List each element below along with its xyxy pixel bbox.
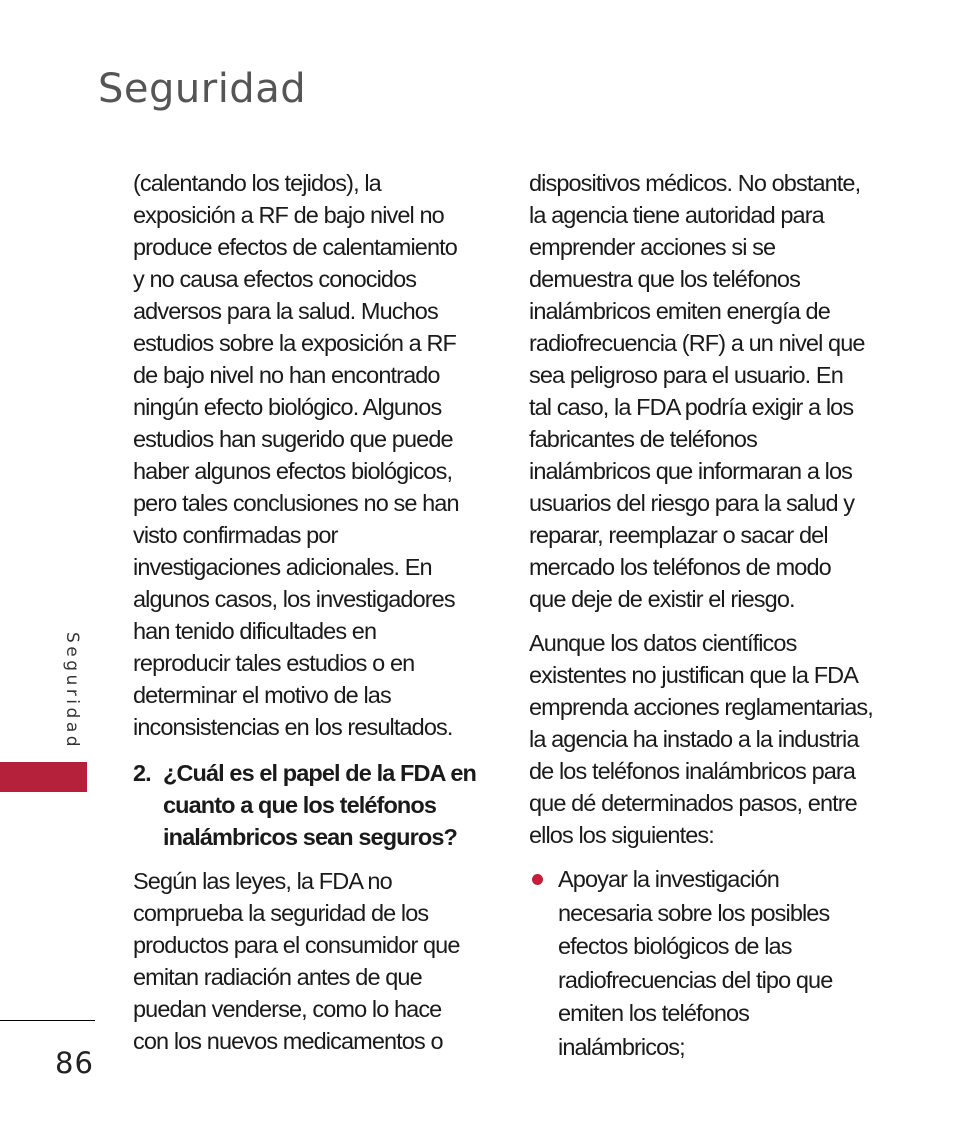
text-line: demuestra que los teléfonos [529,266,800,292]
text-line: la agencia ha instado a la industria [529,726,859,752]
bullet-dot-icon [529,863,558,1064]
question-number: 2. [133,760,151,786]
text-line: sea peligroso para el usuario. En [529,362,843,388]
text-line: tal caso, la FDA podría exigir a los [529,394,854,420]
text-line: dispositivos médicos. No obstante, [529,170,861,196]
text-line: estudios han sugerido que puede [133,426,453,452]
text-line: mercado los teléfonos de modo [529,554,831,580]
text-line: y no causa efectos conocidos [133,266,417,292]
text-line: inalámbricos emiten energía de [529,298,830,324]
text-line: investigaciones adicionales. En [133,554,432,580]
right-column [529,167,884,1064]
list-item-text [558,863,832,1064]
text-line: emitan radiación antes de que [133,964,422,990]
text-line: puedan venderse, como lo hace [133,996,442,1022]
text-line: efectos biológicos de las [558,933,792,959]
paragraph-fda-laws [133,865,483,1057]
text-line: haber algunos efectos biológicos, [133,458,453,484]
text-line: visto confirmadas por [133,522,338,548]
text-line: con los nuevos medicamentos o [133,1028,443,1054]
text-line: (calentando los tejidos), la [133,170,381,196]
question-heading [133,757,483,853]
text-line: reproducir tales estudios o en [133,650,415,676]
list-item [529,863,884,1064]
text-line: la agencia tiene autoridad para [529,202,824,228]
section-tab-marker [0,762,87,792]
text-line: Según las leyes, la FDA no [133,868,392,894]
text-line: estudios sobre la exposición a RF [133,330,456,356]
text-line: de los teléfonos inalámbricos para [529,758,856,784]
text-line: exposición a RF de bajo nivel no [133,202,444,228]
text-line: inalámbricos; [558,1033,685,1060]
text-line: han tenido dificultades en [133,618,377,644]
text-line: existentes no justifican que la FDA [529,662,859,688]
text-line: radiofrecuencia (RF) a un nivel que [529,330,865,356]
text-line: emprender acciones si se [529,234,776,260]
paragraph-fda-authority [529,167,884,615]
text-line: Apoyar la investigación [558,866,779,892]
text-line: de bajo nivel no han encontrado [133,362,440,388]
text-line: radiofrecuencias del tipo que [558,966,833,993]
page-title: Seguridad [98,66,307,112]
text-line: ellos los siguientes: [529,822,714,848]
section-side-label: Seguridad [62,632,82,751]
text-line: fabricantes de teléfonos [529,426,757,452]
text-line: emiten los teléfonos [558,1000,750,1026]
text-line: pero tales conclusiones no se han [133,490,459,516]
text-line: determinar el motivo de las [133,682,391,708]
text-line: cuanto a que los teléfonos [163,792,437,818]
text-line: inalámbricos que informaran a los [529,458,852,484]
question-text [163,757,476,853]
text-line: inconsistencias en los resultados. [133,714,453,740]
text-line: ¿Cuál es el papel de la FDA en [163,760,476,786]
left-column [133,167,483,1057]
text-line: ningún efecto biológico. Algunos [133,394,442,420]
text-line: que dé determinados pasos, entre [529,790,857,816]
bullet-list [529,863,884,1064]
text-line: necesaria sobre los posibles [558,899,830,926]
text-line: productos para el consumidor que [133,932,460,958]
text-line: que deje de existir el riesgo. [529,586,795,612]
text-line: comprueba la seguridad de los [133,900,429,926]
paragraph-rf-exposure [133,167,483,743]
text-line: adversos para la salud. Muchos [133,298,438,324]
text-line: produce efectos de calentamiento [133,234,457,260]
text-line: reparar, reemplazar o sacar del [529,522,828,548]
footer-divider [0,1020,95,1021]
text-line: inalámbricos sean seguros? [163,824,457,850]
page-number: 86 [55,1046,94,1080]
text-line: algunos casos, los investigadores [133,586,455,612]
text-line: emprenda acciones reglamentarias, [529,694,873,720]
text-line: Aunque los datos científicos [529,630,797,656]
text-line: usuarios del riesgo para la salud y [529,490,855,516]
paragraph-agency-industry [529,627,884,851]
